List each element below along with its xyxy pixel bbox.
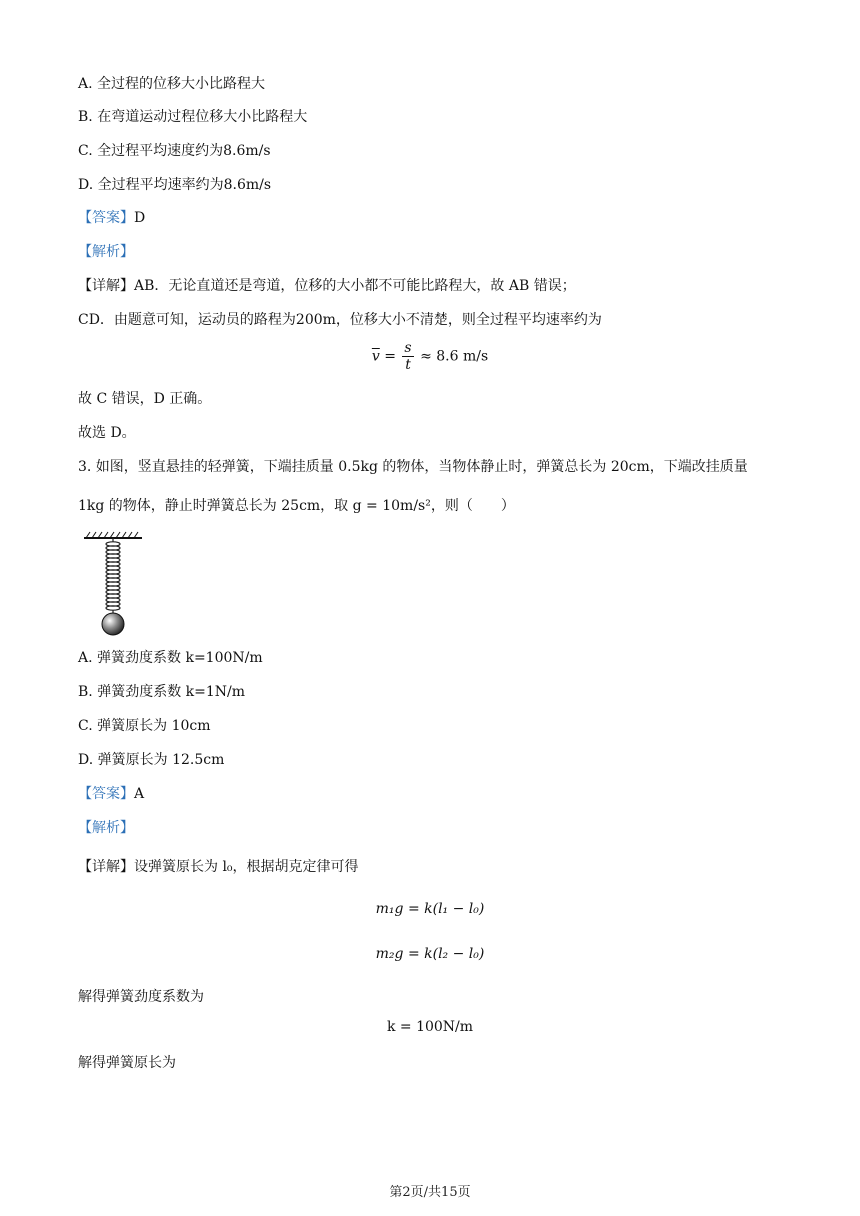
detail-text: 设弹簧原长为 l₀，根据胡克定律可得 — [134, 859, 359, 875]
q2-conclusion-2: 故选 D。 — [78, 425, 136, 441]
ceiling-support — [84, 532, 142, 538]
q3-option-c: C. 弹簧原长为 10cm — [78, 718, 211, 734]
equation-2: m₂g = k(l₂ − l₀) — [375, 946, 485, 962]
hanging-mass-ball — [102, 613, 124, 635]
q2-option-b: B. 在弯道运动过程位移大小比路程大 — [78, 109, 308, 125]
equation-k: k = 100N/m — [386, 1019, 474, 1035]
spring-coil — [106, 538, 120, 614]
detail-tag: 【详解】 — [78, 859, 134, 875]
q3-text-l0: 解得弹簧原长为 — [78, 1055, 176, 1071]
answer-value: A — [134, 786, 145, 802]
answer-value: D — [134, 210, 146, 226]
spring-figure — [80, 530, 150, 640]
detail-text: AB．无论直道还是弯道，位移的大小都不可能比路程大，故 AB 错误； — [134, 278, 576, 294]
analysis-tag: 【解析】 — [78, 820, 134, 836]
q2-option-d: D. 全过程平均速率约为8.6m/s — [78, 177, 272, 193]
detail-tag: 【详解】 — [78, 278, 134, 294]
answer-tag: 【答案】 — [78, 786, 134, 802]
formula-rest: ≈ 8.6 m/s — [420, 348, 489, 365]
formula-v: $\overline{v}$ — [371, 348, 380, 365]
q2-answer-line — [78, 208, 145, 228]
q3-stem-line-2: 1kg 的物体，静止时弹簧总长为 25cm，取 g = 10m/s²，则（ ） — [78, 498, 515, 514]
q3-answer-line — [78, 784, 144, 804]
equation-1: m₁g = k(l₁ − l₀) — [375, 901, 485, 917]
q2-formula — [0, 340, 860, 373]
q2-option-c: C. 全过程平均速度约为8.6m/s — [78, 143, 271, 159]
q3-text-k: 解得弹簧劲度系数为 — [78, 989, 204, 1005]
formula-denominator: t — [405, 357, 411, 373]
formula-eq: = — [384, 348, 396, 365]
answer-tag: 【答案】 — [78, 210, 134, 226]
q3-option-a: A. 弹簧劲度系数 k=100N/m — [78, 650, 263, 666]
q2-conclusion-1: 故 C 错误，D 正确。 — [78, 391, 212, 407]
page-footer: 第2页/共15页 — [389, 1185, 471, 1200]
formula-numerator: s — [404, 340, 412, 356]
q3-option-b: B. 弹簧劲度系数 k=1N/m — [78, 684, 246, 700]
q2-detail-line-2: CD．由题意可知，运动员的路程为200m，位移大小不清楚，则全过程平均速率约为 — [78, 312, 602, 328]
q3-detail-line-1 — [78, 857, 359, 877]
q3-option-d: D. 弹簧原长为 12.5cm — [78, 752, 225, 768]
q2-detail-line-1 — [78, 276, 576, 296]
analysis-tag: 【解析】 — [78, 244, 134, 260]
formula-fraction — [402, 340, 413, 373]
q2-option-a: A. 全过程的位移大小比路程大 — [78, 76, 266, 92]
q3-stem-line-1: 3. 如图，竖直悬挂的轻弹簧，下端挂质量 0.5kg 的物体，当物体静止时，弹簧总长为 20cm，下端改挂质量 — [78, 459, 748, 475]
